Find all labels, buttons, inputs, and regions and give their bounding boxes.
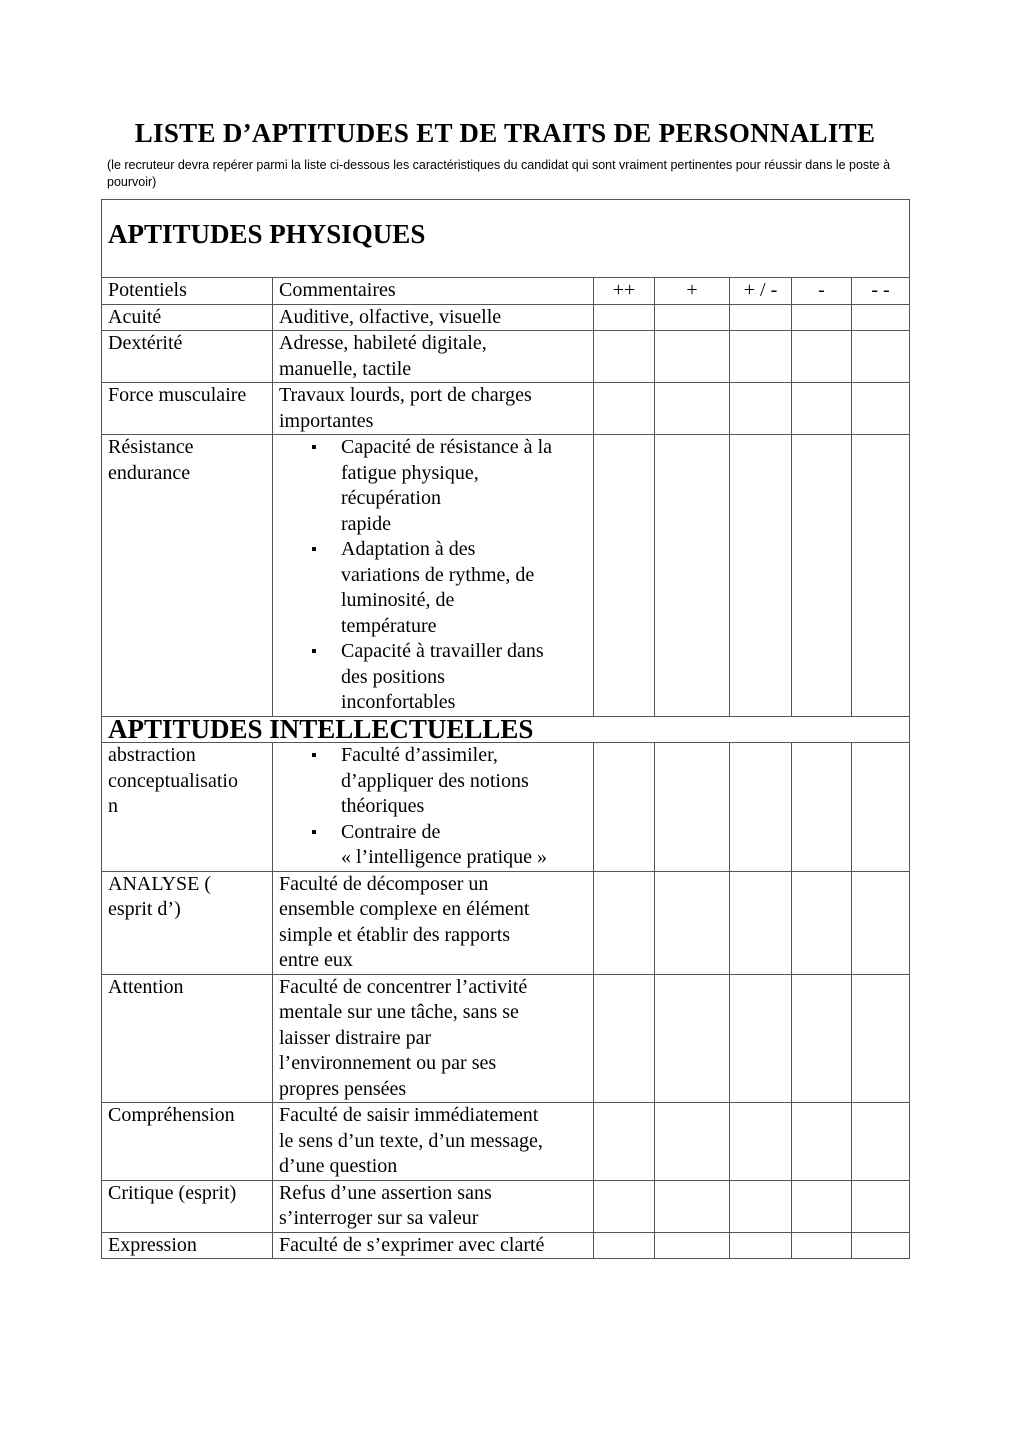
table-row	[102, 1103, 910, 1181]
row-comment	[273, 974, 594, 1103]
rating-cell[interactable]	[730, 331, 792, 383]
rating-cell[interactable]	[792, 383, 852, 435]
rating-cell[interactable]	[594, 743, 655, 872]
row-label: Expression	[102, 1232, 273, 1259]
row-label: Compréhension	[102, 1103, 273, 1181]
rating-cell[interactable]	[852, 304, 910, 331]
rating-cell[interactable]	[730, 871, 792, 974]
rating-cell[interactable]	[594, 1232, 655, 1259]
table-row	[102, 871, 910, 974]
rating-cell[interactable]	[730, 1232, 792, 1259]
comment-line: manuelle, tactile	[279, 357, 412, 380]
bullet-item	[341, 820, 587, 871]
label-line: endurance	[108, 461, 191, 484]
label-line: abstraction	[108, 744, 196, 766]
comment-line: Faculté de décomposer un	[279, 872, 489, 895]
bullet-list	[279, 743, 587, 871]
rating-cell[interactable]	[730, 304, 792, 331]
row-label	[102, 743, 273, 872]
table-row	[102, 743, 910, 872]
row-comment	[273, 871, 594, 974]
rating-cell[interactable]	[852, 743, 910, 872]
rating-cell[interactable]	[852, 1232, 910, 1259]
rating-cell[interactable]	[594, 383, 655, 435]
table-row	[102, 304, 910, 331]
row-label: Critique (esprit)	[102, 1180, 273, 1232]
column-header-rating: +	[655, 278, 730, 305]
bullet-line: température	[341, 614, 437, 637]
rating-cell[interactable]	[655, 1103, 730, 1181]
rating-cell[interactable]	[730, 435, 792, 717]
aptitudes-table	[101, 199, 910, 1259]
rating-cell[interactable]	[852, 1180, 910, 1232]
comment-line: d’une question	[279, 1155, 398, 1177]
column-header-commentaires: Commentaires	[273, 278, 594, 305]
bullet-item	[341, 435, 587, 537]
comment-line: le sens d’un texte, d’un message,	[279, 1129, 543, 1152]
rating-cell[interactable]	[792, 1232, 852, 1259]
bullet-item	[341, 537, 587, 639]
table-row	[102, 383, 910, 435]
column-header-potentiels: Potentiels	[102, 278, 273, 305]
row-comment	[273, 435, 594, 717]
rating-cell[interactable]	[792, 435, 852, 717]
row-comment	[273, 1103, 594, 1181]
row-comment	[273, 743, 594, 872]
rating-cell[interactable]	[792, 331, 852, 383]
bullet-line: récupération	[341, 487, 441, 509]
rating-cell[interactable]	[730, 383, 792, 435]
column-header-rating: ++	[594, 278, 655, 305]
section-title: APTITUDES PHYSIQUES	[102, 200, 910, 278]
label-line: ANALYSE (	[108, 872, 211, 895]
comment-line: simple et établir des rapports	[279, 923, 511, 946]
bullet-line: d’appliquer des notions	[341, 769, 529, 792]
comment-line: Travaux lourds, port de charges	[279, 384, 532, 406]
rating-cell[interactable]	[655, 974, 730, 1103]
comment-line: Adresse, habileté digitale,	[279, 332, 487, 354]
bullet-line: ▪ Faculté d’assimiler,	[341, 744, 498, 766]
bullet-item	[341, 639, 587, 716]
rating-cell[interactable]	[594, 331, 655, 383]
rating-cell[interactable]	[792, 743, 852, 872]
column-header-rating: + / -	[730, 278, 792, 305]
section-heading-physical	[102, 200, 910, 278]
table-row	[102, 1232, 910, 1259]
label-line: n	[108, 795, 118, 817]
row-comment: Auditive, olfactive, visuelle	[273, 304, 594, 331]
rating-cell[interactable]	[792, 974, 852, 1103]
rating-cell[interactable]	[852, 1103, 910, 1181]
comment-line: s’interroger sur sa valeur	[279, 1207, 479, 1229]
rating-cell[interactable]	[792, 871, 852, 974]
rating-cell[interactable]	[594, 1180, 655, 1232]
rating-cell[interactable]	[852, 974, 910, 1103]
bullet-line: variations de rythme, de	[341, 563, 535, 586]
row-comment	[273, 331, 594, 383]
column-header-rating: -	[792, 278, 852, 305]
rating-cell[interactable]	[655, 304, 730, 331]
row-comment	[273, 383, 594, 435]
rating-cell[interactable]	[655, 383, 730, 435]
bullet-line: ▪ Adaptation à des	[341, 538, 476, 560]
row-label: Dextérité	[102, 331, 273, 383]
table-row	[102, 1180, 910, 1232]
bullet-line: ▪ Capacité de résistance à la	[341, 436, 552, 458]
rating-cell[interactable]	[655, 1232, 730, 1259]
rating-cell[interactable]	[730, 974, 792, 1103]
rating-cell[interactable]	[594, 1103, 655, 1181]
row-label: Force musculaire	[102, 383, 273, 435]
rating-cell[interactable]	[852, 331, 910, 383]
rating-cell[interactable]	[792, 304, 852, 331]
comment-line: importantes	[279, 409, 374, 432]
table-header-row	[102, 278, 910, 305]
table-row	[102, 974, 910, 1103]
rating-cell[interactable]	[594, 435, 655, 717]
table-row	[102, 331, 910, 383]
rating-cell[interactable]	[655, 743, 730, 872]
bullet-list	[279, 435, 587, 716]
rating-cell[interactable]	[852, 435, 910, 717]
bullet-item	[341, 743, 587, 820]
rating-cell[interactable]	[730, 1180, 792, 1232]
comment-line: ensemble complexe en élément	[279, 898, 530, 920]
rating-cell[interactable]	[594, 871, 655, 974]
rating-cell[interactable]	[852, 383, 910, 435]
section-title: APTITUDES INTELLECTUELLES	[102, 716, 910, 743]
row-comment	[273, 1180, 594, 1232]
bullet-line: luminosité, de	[341, 589, 455, 611]
comment-line: laisser distraire par	[279, 1026, 432, 1049]
bullet-line: théoriques	[341, 795, 425, 817]
rating-cell[interactable]	[730, 1103, 792, 1181]
rating-cell[interactable]	[852, 871, 910, 974]
bullet-line: ▪ Capacité à travailler dans	[341, 640, 544, 662]
comment-line: l’environnement ou par ses	[279, 1052, 497, 1074]
rating-cell[interactable]	[655, 435, 730, 717]
page-title: LISTE D’APTITUDES ET DE TRAITS DE PERSONNALITE	[134, 118, 876, 148]
rating-cell[interactable]	[594, 304, 655, 331]
page-subtitle: (le recruteur devra repérer parmi la liste ci-dessous les caractéristiques du candidat qui sont vraiment pertinentes pour réussir dans le poste à pourvoir)	[107, 158, 891, 189]
row-label: Attention	[102, 974, 273, 1103]
comment-line: Faculté de saisir immédiatement	[279, 1104, 539, 1126]
bullet-line: des positions	[341, 665, 445, 688]
table-row	[102, 435, 910, 717]
bullet-line: « l’intelligence pratique »	[341, 846, 548, 868]
bullet-line: fatigue physique,	[341, 461, 479, 484]
label-line: esprit d’)	[108, 898, 181, 920]
label-line: Résistance	[108, 436, 194, 458]
bullet-line: ▪ Contraire de	[341, 820, 441, 843]
row-label	[102, 435, 273, 717]
row-label	[102, 871, 273, 974]
column-header-rating: - -	[852, 278, 910, 305]
bullet-line: inconfortables	[341, 691, 456, 713]
comment-line: mentale sur une tâche, sans se	[279, 1001, 519, 1023]
rating-cell[interactable]	[730, 743, 792, 872]
rating-cell[interactable]	[792, 1180, 852, 1232]
comment-line: entre eux	[279, 949, 353, 971]
rating-cell[interactable]	[594, 974, 655, 1103]
row-label: Acuité	[102, 304, 273, 331]
row-comment: Faculté de s’exprimer avec clarté	[273, 1232, 594, 1259]
comment-line: Faculté de concentrer l’activité	[279, 975, 528, 998]
rating-cell[interactable]	[655, 1180, 730, 1232]
bullet-line: rapide	[341, 512, 391, 535]
comment-line: Refus d’une assertion sans	[279, 1181, 492, 1204]
label-line: conceptualisatio	[108, 769, 238, 792]
section-heading-intellectual	[102, 716, 910, 743]
rating-cell[interactable]	[655, 331, 730, 383]
rating-cell[interactable]	[792, 1103, 852, 1181]
rating-cell[interactable]	[655, 871, 730, 974]
comment-line: propres pensées	[279, 1077, 407, 1100]
